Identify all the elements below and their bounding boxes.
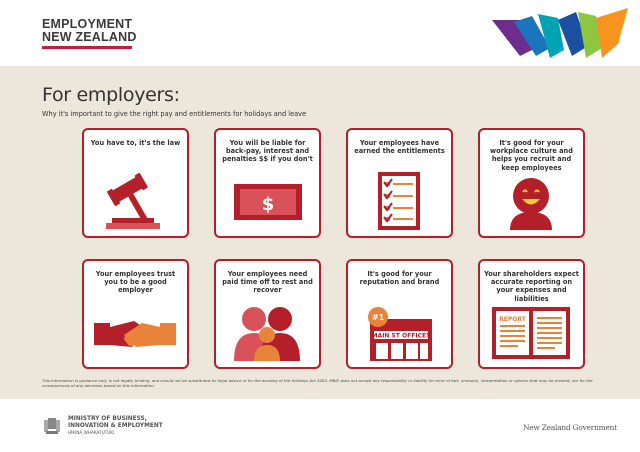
card-text: Your shareholders expect accurate reporting on your expenses and liabilities	[484, 270, 579, 303]
gavel-icon	[92, 170, 178, 230]
checklist-icon	[356, 170, 442, 230]
card-text: Your employees have earned the entitlements	[354, 139, 445, 156]
handshake-icon	[92, 301, 178, 361]
report-label-text: REPORT	[499, 316, 526, 323]
report-icon	[488, 301, 574, 361]
card-text: You will be liable for back-pay, interest and penalties $$ if you don't	[222, 139, 313, 164]
card-reputation	[346, 259, 453, 369]
logo-underline	[42, 46, 132, 49]
page-header	[0, 0, 640, 66]
card-text: Your employees trust you to be a good employer	[95, 270, 176, 295]
employment-nz-logo	[42, 18, 137, 44]
disclaimer-text: This information is guidance only, is not legally binding, and should not be substituted for legal advice or for the wording of the Holidays Act 2003. MBIE does not accept any responsibility or liability for error of fact, omission, interpretation or opinion that may be present, nor for the consequences of any decisions based on this information.	[42, 378, 593, 389]
card-entitlements	[346, 128, 453, 238]
ministry-logo-text	[68, 416, 163, 436]
card-text: You have to, it's the law	[90, 139, 181, 147]
brand-chevrons-icon	[492, 8, 628, 64]
people-icon	[224, 301, 310, 361]
card-text: It's good for your workplace culture and helps you recruit and keep employees	[490, 139, 573, 172]
card-trust	[82, 259, 189, 369]
card-liability	[214, 128, 321, 238]
card-time-off	[214, 259, 321, 369]
coat-of-arms-icon	[42, 416, 62, 436]
nz-government-logo: New Zealand Government	[523, 423, 617, 432]
card-shareholders	[478, 259, 585, 369]
dollar-sign-text: $	[261, 194, 275, 215]
logo-line-1: EMPLOYMENT	[42, 17, 133, 31]
ministry-line-2: INNOVATION & EMPLOYMENT	[68, 422, 163, 429]
rank-badge-text: #1	[371, 313, 385, 322]
card-text: It's good for your reputation and brand	[359, 270, 440, 287]
page-footer	[0, 399, 640, 452]
store-sign-text: MAIN ST OFFICES	[371, 332, 431, 340]
ministry-line-3: HĪKINA WHAKATUTUKI	[68, 429, 115, 435]
banknote-icon	[224, 170, 310, 230]
smiley-icon	[488, 170, 574, 230]
ministry-line-1: MINISTRY OF BUSINESS,	[68, 416, 147, 422]
page-title: For employers:	[42, 84, 180, 106]
card-text: Your employees need paid time off to rest and recover	[222, 270, 313, 295]
store-icon	[356, 301, 442, 361]
card-the-law	[82, 128, 189, 238]
card-workplace-culture	[478, 128, 585, 238]
page-subtitle: Why it's important to give the right pay and entitlements for holidays and leave	[42, 110, 307, 118]
logo-line-2: NEW ZEALAND	[42, 30, 137, 44]
main-content	[0, 66, 640, 399]
